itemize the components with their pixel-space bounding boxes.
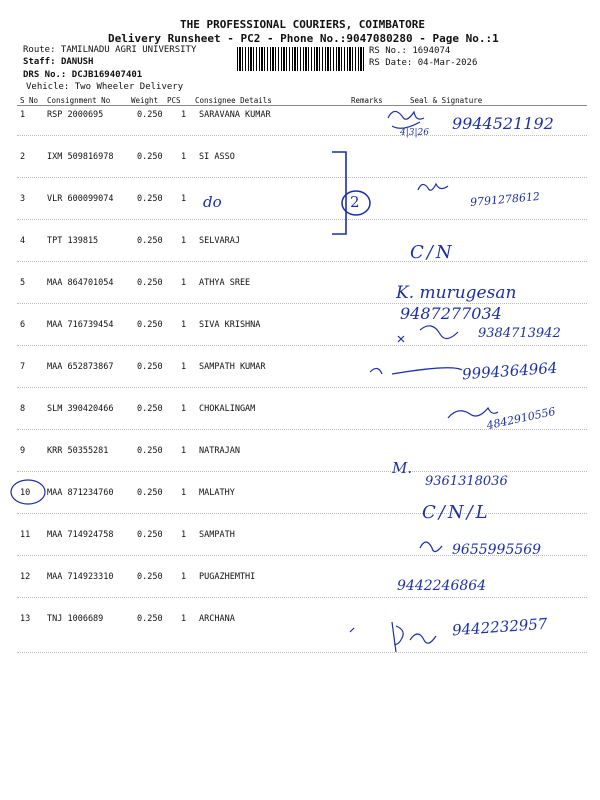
handwritten-phone: 9487277034 (400, 304, 502, 323)
company-title: THE PROFESSIONAL COURIERS, COIMBATORE (180, 18, 426, 31)
row-consignee: SAMPATH (199, 530, 235, 540)
row-sno: 9 (20, 446, 26, 456)
handwritten-phone: 9655995569 (452, 542, 542, 558)
signature-scribble-icon (392, 622, 436, 652)
col-consignment: Consignment No (47, 96, 111, 105)
row-pcs: 1 (181, 572, 187, 582)
row-consignee: SAMPATH KUMAR (199, 362, 266, 372)
row-consignee: NATRAJAN (199, 446, 240, 456)
row-weight: 0.250 (137, 446, 163, 456)
row-consignment: TNJ 1006689 (47, 614, 104, 624)
row-pcs: 1 (181, 236, 187, 246)
row-consignment: MAA 652873867 (47, 362, 114, 372)
row-weight: 0.250 (137, 572, 163, 582)
row-sno: 2 (20, 152, 26, 162)
handwritten-phone: 9944521192 (452, 114, 554, 133)
row-consignment: MAA 714924758 (47, 530, 114, 540)
signature-scribble-icon (370, 368, 462, 374)
row-weight: 0.250 (137, 362, 163, 372)
bracket-mark-icon (332, 152, 346, 234)
route-text: Route: TAMILNADU AGRI UNIVERSITY (23, 45, 197, 55)
row-weight: 0.250 (137, 194, 163, 204)
row-pcs: 1 (181, 446, 187, 456)
signature-scribble-icon (398, 326, 458, 342)
vehicle-text: Vehicle: Two Wheeler Delivery (26, 82, 184, 92)
handwritten-phone: 9442246864 (397, 578, 487, 594)
handwritten-phone: 9384713942 (478, 326, 561, 341)
row-weight: 0.250 (137, 236, 163, 246)
row-consignment: MAA 716739454 (47, 320, 114, 330)
row-consignee: ATHYA SREE (199, 278, 251, 288)
row-pcs: 1 (181, 320, 187, 330)
rs-date: RS Date: 04-Mar-2026 (369, 58, 478, 68)
row-sno: 8 (20, 404, 26, 414)
row-consignee: SELVARAJ (199, 236, 240, 246)
row-weight: 0.250 (137, 320, 163, 330)
row-weight: 0.250 (137, 404, 163, 414)
row-consignee: CHOKALINGAM (199, 404, 256, 414)
row-weight: 0.250 (137, 278, 163, 288)
row-consignment: MAA 864701054 (47, 278, 114, 288)
row-sno: 12 (20, 572, 31, 582)
row-consignment: MAA 714923310 (47, 572, 114, 582)
col-sno: S No (20, 96, 39, 105)
staff-name: DANUSH (60, 57, 94, 67)
row-pcs: 1 (181, 362, 187, 372)
handwritten-phone: 9361318036 (425, 474, 508, 489)
col-pcs: PCS (167, 96, 181, 105)
row-consignment: RSP 2000695 (47, 110, 104, 120)
handwritten-date: 4|3|26 (400, 128, 429, 138)
row-sno: 7 (20, 362, 26, 372)
row-weight: 0.250 (137, 530, 163, 540)
col-weight: Weight (131, 96, 159, 105)
row-consignment: KRR 50355281 (47, 446, 109, 456)
row-sno: 6 (20, 320, 26, 330)
handwritten-phone: 9791278612 (469, 189, 541, 210)
handwritten-note: C/N (410, 242, 455, 263)
signature-scribble-icon (388, 111, 424, 128)
row-consignment: TPT 139815 (47, 236, 99, 246)
row-sno: 11 (20, 530, 31, 540)
row-consignment: MAA 871234760 (47, 488, 114, 498)
handwritten-name: M. (392, 459, 413, 477)
row-pcs: 1 (181, 530, 187, 540)
row-pcs: 1 (181, 404, 187, 414)
handwritten-phone: 9994364964 (461, 358, 558, 384)
row-consignee: SIVA KRISHNA (199, 320, 261, 330)
drs-value: DCJB169407401 (71, 70, 143, 80)
row-weight: 0.250 (137, 488, 163, 498)
col-consignee: Consignee Details (195, 96, 272, 105)
handwritten-number: 2 (350, 193, 360, 211)
row-sno: 4 (20, 236, 26, 246)
signature-scribble-icon (420, 542, 442, 552)
row-pcs: 1 (181, 278, 187, 288)
row-pcs: 1 (181, 614, 187, 624)
row-weight: 0.250 (137, 152, 163, 162)
row-consignee: SI ASSO (199, 152, 235, 162)
rs-number: RS No.: 1694074 (369, 46, 451, 56)
row-pcs: 1 (181, 194, 187, 204)
row-consignment: IXM 509816978 (47, 152, 114, 162)
col-seal-signature: Seal & Signature (410, 96, 483, 105)
row-pcs: 1 (181, 488, 187, 498)
row-consignee: ARCHANA (199, 614, 235, 624)
signature-scribble-icon (448, 408, 498, 418)
staff-label: Staff: (23, 57, 56, 67)
runsheet-title: Delivery Runsheet - PC2 - Phone No.:9047080280 - Page No.:1 (108, 32, 499, 45)
row-consignee: SARAVANA KUMAR (199, 110, 271, 120)
signature-scribble-icon (418, 184, 448, 190)
row-consignee: MALATHY (199, 488, 235, 498)
row-consignment: VLR 600099074 (47, 194, 114, 204)
handwritten-name: K. murugesan (396, 283, 517, 303)
row-pcs: 1 (181, 110, 187, 120)
handwritten-phone: 9442232957 (451, 614, 548, 640)
handwritten-phone: 4842910556 (485, 404, 557, 433)
row-consignment: SLM 390420466 (47, 404, 114, 414)
row-sno: 13 (20, 614, 31, 624)
row-sno: 3 (20, 194, 26, 204)
row-pcs: 1 (181, 152, 187, 162)
row-weight: 0.250 (137, 614, 163, 624)
row-weight: 0.250 (137, 110, 163, 120)
tick-mark-icon (350, 628, 354, 632)
handwritten-note: C/N/L (422, 502, 491, 523)
row-consignee: PUGAZHEMTHI (199, 572, 256, 582)
row-sno: 1 (20, 110, 26, 120)
col-remarks: Remarks (351, 96, 383, 105)
row-sno: 5 (20, 278, 26, 288)
row-sno: 10 (20, 488, 31, 498)
handwritten-ditto: do (203, 193, 222, 211)
circle-mark-icon (11, 480, 45, 504)
drs-label: DRS No.: (23, 70, 67, 80)
